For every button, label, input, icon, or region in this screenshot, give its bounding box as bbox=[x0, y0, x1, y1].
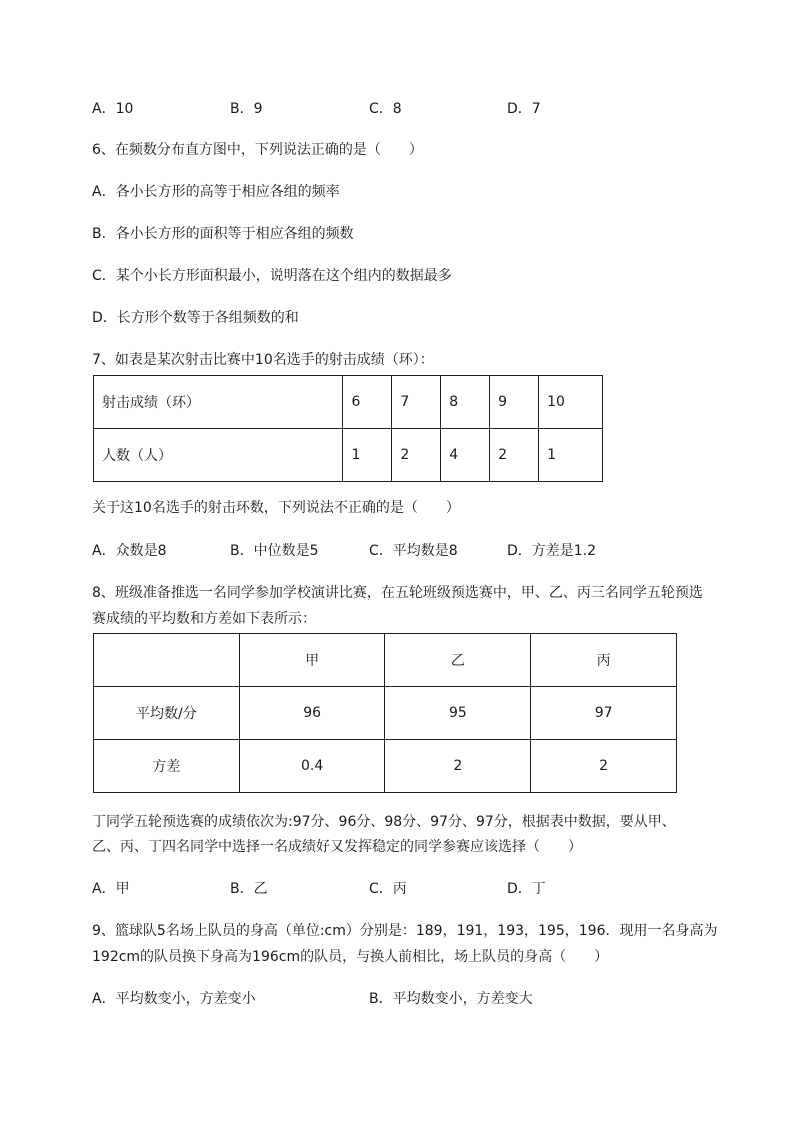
q5-option-a: A．10 bbox=[92, 101, 134, 117]
q5-option-c: C．8 bbox=[369, 101, 402, 117]
q5-option-d: D．7 bbox=[507, 101, 541, 117]
q8-option-c: C．丙 bbox=[369, 881, 407, 897]
table-row bbox=[94, 687, 677, 740]
table-cell: 2 bbox=[531, 740, 677, 793]
q7-row-header: 射击成绩（环） bbox=[94, 376, 343, 429]
q8-stem-line2: 赛成绩的平均数和方差如下表所示： bbox=[92, 611, 316, 627]
table-cell bbox=[94, 634, 240, 687]
q9-option-b: B．平均数变小，方差变大 bbox=[369, 991, 533, 1007]
q9-stem-line1: 9、篮球队5名场上队员的身高（单位:cm）分别是：189，191，193，195，196．现用一名身高为 bbox=[92, 923, 718, 939]
q7-option-d: D．方差是1.2 bbox=[507, 543, 597, 559]
table-row bbox=[94, 634, 677, 687]
q6-stem: 6、在频数分布直方图中，下列说法正确的是（ ） bbox=[92, 142, 423, 158]
table-cell: 4 bbox=[441, 429, 490, 482]
table-cell: 9 bbox=[490, 376, 539, 429]
q5-option-b: B．9 bbox=[230, 101, 263, 117]
table-cell: 2 bbox=[392, 429, 441, 482]
table-header-cell: 乙 bbox=[385, 634, 531, 687]
q6-option-a: A．各小长方形的高等于相应各组的频率 bbox=[92, 184, 340, 200]
q6-option-b: B．各小长方形的面积等于相应各组的频数 bbox=[92, 226, 354, 242]
table-cell: 0.4 bbox=[239, 740, 385, 793]
table-cell: 1 bbox=[539, 429, 603, 482]
q8-stats-table bbox=[93, 633, 677, 793]
table-row bbox=[94, 429, 603, 482]
q8-text-line2: 乙、丙、丁四名同学中选择一名成绩好又发挥稳定的同学参赛应该选择（ ） bbox=[92, 839, 582, 855]
q8-text-line1: 丁同学五轮预选赛的成绩依次为:97分、96分、98分、97分、97分，根据表中数据，要从甲、 bbox=[92, 814, 676, 830]
table-cell: 97 bbox=[531, 687, 677, 740]
q8-stem-line1: 8、班级准备推选一名同学参加学校演讲比赛，在五轮班级预选赛中，甲、乙、丙三名同学五轮预选 bbox=[92, 585, 703, 601]
q9-stem-line2: 192cm的队员换下身高为196cm的队员，与换人前相比，场上队员的身高（ ） bbox=[92, 949, 609, 965]
q8-option-d: D．丁 bbox=[507, 881, 546, 897]
q6-option-d: D．长方形个数等于各组频数的和 bbox=[92, 310, 299, 326]
q7-stem: 7、如表是某次射击比赛中10名选手的射击成绩（环）： bbox=[92, 352, 434, 368]
table-cell: 2 bbox=[385, 740, 531, 793]
table-cell: 2 bbox=[490, 429, 539, 482]
table-row bbox=[94, 376, 603, 429]
q7-option-b: B．中位数是5 bbox=[230, 543, 319, 559]
table-cell: 8 bbox=[441, 376, 490, 429]
table-cell: 96 bbox=[239, 687, 385, 740]
q7-score-table bbox=[93, 375, 603, 482]
table-cell: 7 bbox=[392, 376, 441, 429]
table-header-cell: 丙 bbox=[531, 634, 677, 687]
q7-row-header: 人数（人） bbox=[94, 429, 343, 482]
table-cell: 1 bbox=[343, 429, 392, 482]
q8-option-b: B．乙 bbox=[230, 881, 268, 897]
table-row bbox=[94, 740, 677, 793]
q7-question: 关于这10名选手的射击环数，下列说法不正确的是（ ） bbox=[92, 500, 460, 516]
q8-row-header: 平均数/分 bbox=[94, 687, 240, 740]
table-header-cell: 甲 bbox=[239, 634, 385, 687]
q6-option-c: C．某个小长方形面积最小，说明落在这个组内的数据最多 bbox=[92, 268, 452, 284]
q8-row-header: 方差 bbox=[94, 740, 240, 793]
table-cell: 10 bbox=[539, 376, 603, 429]
q8-option-a: A．甲 bbox=[92, 881, 130, 897]
q7-option-c: C．平均数是8 bbox=[369, 543, 458, 559]
q7-option-a: A．众数是8 bbox=[92, 543, 167, 559]
q9-option-a: A．平均数变小，方差变小 bbox=[92, 991, 256, 1007]
table-cell: 95 bbox=[385, 687, 531, 740]
table-cell: 6 bbox=[343, 376, 392, 429]
